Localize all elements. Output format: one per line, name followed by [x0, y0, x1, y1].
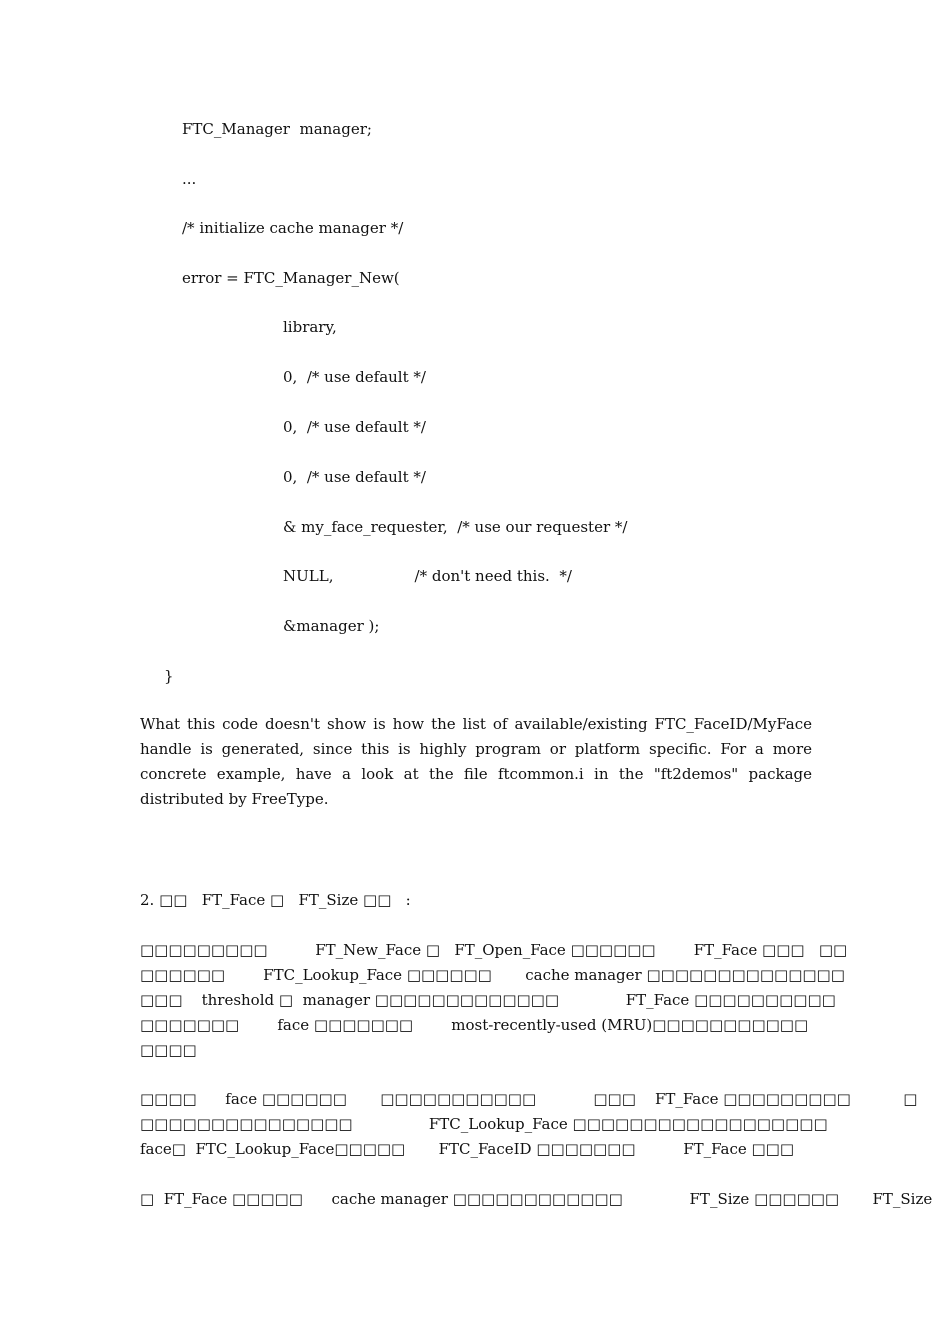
code-line: error = FTC_Manager_New( — [182, 269, 400, 287]
code-closing-brace: } — [164, 667, 174, 685]
section-heading: 2. □□ FT_Face □ FT_Size □□ : — [140, 891, 411, 909]
text-line: □□□□□□ FTC_Lookup_Face □□□□□□ cache manager □□□□□□□□□□□□□□ — [140, 966, 845, 984]
text-line: □□□ threshold □ manager □□□□□□□□□□□□□ FT_Face □□□□□□□□□□ — [140, 991, 836, 1009]
text-line: □□□□□□□□□□□□□□□ FTC_Lookup_Face □□□□□□□□□□□□□□□□□□ — [140, 1115, 828, 1133]
code-argument: & my_face_requester, /* use our requester */ — [283, 518, 628, 536]
code-argument: library, — [283, 318, 337, 336]
code-argument: 0, /* use default */ — [283, 418, 426, 436]
text-line: face□ FTC_Lookup_Face□□□□□ FTC_FaceID □□□□□□□ FT_Face □□□ — [140, 1140, 795, 1158]
code-line: FTC_Manager manager; — [182, 120, 372, 138]
text-line: □ FT_Face □□□□□ cache manager □□□□□□□□□□□□ FT_Size □□□□□□ FT_Size — [140, 1190, 933, 1208]
text-line: □□□□ — [140, 1041, 197, 1059]
text-line: □□□□□□□□□ FT_New_Face □ FT_Open_Face □□□□□□ FT_Face □□□ □□ — [140, 941, 848, 959]
code-argument: NULL, /* don't need this. */ — [283, 567, 572, 585]
code-comment: /* initialize cache manager */ — [182, 219, 404, 237]
body-paragraph: What this code doesn't show is how the list of available/existing FTC_FaceID/MyFace handle is generated, since this is highly program or platform specific. For a more concrete example, have a look at the file ftcommon.i in the "ft2demos" package distributed by FreeType. — [140, 715, 812, 808]
text-line: □□□□ face □□□□□□ □□□□□□□□□□□ □□□ FT_Face □□□□□□□□□ □ — [140, 1090, 918, 1108]
code-argument: &manager ); — [283, 617, 380, 635]
code-argument: 0, /* use default */ — [283, 468, 426, 486]
code-line: ... — [182, 170, 197, 188]
text-line: □□□□□□□ face □□□□□□□ most-recently-used (MRU)□□□□□□□□□□□ — [140, 1016, 809, 1034]
code-argument: 0, /* use default */ — [283, 368, 426, 386]
